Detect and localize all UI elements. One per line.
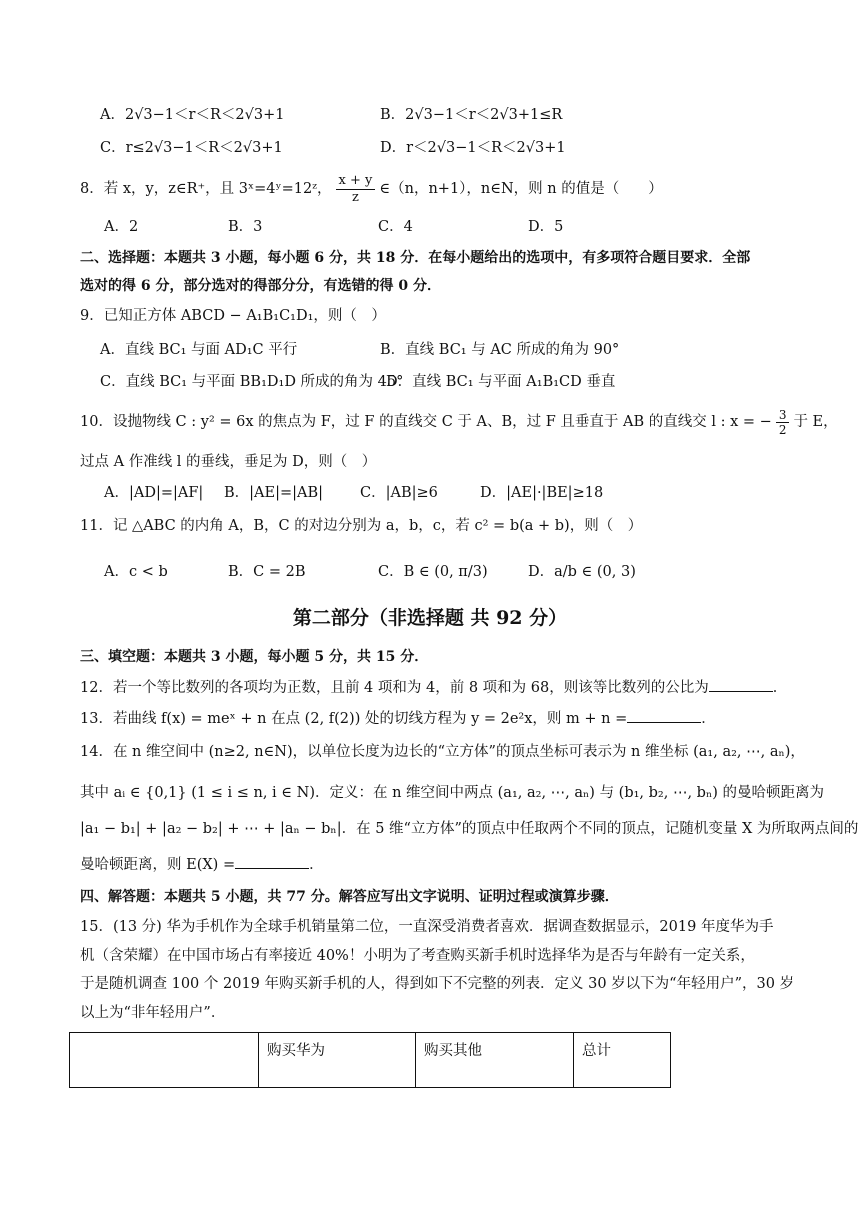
q15-line1: 15．(13 分) 华为手机作为全球手机销量第二位，一直深受消费者喜欢．据调查数据显示，2019 年度华为手 xyxy=(80,919,774,935)
q7-option-c: C．r≤2√3−1＜R＜2√3+1 xyxy=(100,140,283,156)
q8-fraction xyxy=(336,173,376,206)
table-header-row xyxy=(70,1033,671,1088)
q8-option-c: C．4 xyxy=(378,219,413,235)
q11-option-a: A．c < b xyxy=(104,564,168,580)
q13-text: 13．若曲线 f(x) = meˣ + n 在点 (2, f(2)) 处的切线方程为 y = 2e²x，则 m + n = xyxy=(80,711,628,727)
q14-end: ． xyxy=(309,857,324,873)
q15-line2: 机（含荣耀）在中国市场占有率接近 40%！小明为了考查购买新手机时选择华为是否与年龄有一定关系， xyxy=(80,948,755,964)
part-2-title: 第二部分（非选择题 共 92 分） xyxy=(292,607,568,629)
q10-stem-b: 于 E， xyxy=(793,414,838,430)
q9-stem: 9．已知正方体 ABCD − A₁B₁C₁D₁，则（ ） xyxy=(80,308,386,324)
q9-option-b: B．直线 BC₁ 与 AC 所成的角为 90° xyxy=(380,342,620,358)
q10-stem xyxy=(80,403,838,441)
table-header-cell: 购买华为 xyxy=(259,1033,416,1088)
q10-option-c: C．|AB|≥6 xyxy=(360,485,438,501)
q11-stem: 11．记 △ABC 的内角 A，B，C 的对边分别为 a，b，c，若 c² = b(a + b)，则（ ） xyxy=(80,518,643,534)
q13 xyxy=(80,708,716,728)
q12 xyxy=(80,677,787,697)
table-header-cell: 总计 xyxy=(574,1033,671,1088)
q7-option-a: A．2√3−1＜r＜R＜2√3+1 xyxy=(100,107,285,123)
q11-option-b: B．C = 2B xyxy=(228,564,306,580)
q8-frac-den: z xyxy=(352,189,359,205)
q12-answer-blank[interactable] xyxy=(709,677,773,692)
q14-line2: 其中 aᵢ ∈ {0,1} (1 ≤ i ≤ n, i ∈ N)．定义：在 n 维空间中两点 (a₁, a₂, ⋯, aₙ) 与 (b₁, b₂, ⋯, bₙ) 的曼哈顿距离为 xyxy=(80,785,824,801)
q14-line3: |a₁ − b₁| + |a₂ − b₂| + ⋯ + |aₙ − bₙ|．在 5 维“立方体”的顶点中任取两个不同的顶点，记随机变量 X 为所取两点间的 xyxy=(80,821,859,837)
q14-line4-text: 曼哈顿距离，则 E(X) = xyxy=(80,857,236,873)
q14-answer-blank[interactable] xyxy=(235,854,309,869)
survey-table xyxy=(69,1032,671,1088)
q8-option-d: D．5 xyxy=(528,219,564,235)
q10-option-d: D．|AE|·|BE|≥18 xyxy=(480,485,604,501)
q10-fraction xyxy=(776,408,790,437)
q12-end: ． xyxy=(772,680,788,696)
q8-stem xyxy=(80,170,663,208)
q7-option-b: B．2√3−1＜r＜2√3+1≤R xyxy=(380,107,563,123)
q13-end: ． xyxy=(701,711,716,727)
q9-option-c: C．直线 BC₁ 与平面 BB₁D₁D 所成的角为 45° xyxy=(100,374,404,390)
q7-option-d: D．r＜2√3−1＜R＜2√3+1 xyxy=(380,140,566,156)
table-header-cell xyxy=(70,1033,259,1088)
q10-line2: 过点 A 作准线 l 的垂线，垂足为 D，则（ ） xyxy=(80,454,377,470)
q8-option-a: A．2 xyxy=(104,219,139,235)
q8-option-b: B．3 xyxy=(228,219,263,235)
section-2-heading-line2: 选对的得 6 分，部分选对的得部分分，有选错的得 0 分． xyxy=(80,278,441,294)
q11-option-d: D．a/b ∈ (0, 3) xyxy=(528,564,636,580)
q8-frac-num: x + y xyxy=(336,173,376,190)
table-header-cell: 购买其他 xyxy=(416,1033,574,1088)
q10-frac-num: 3 xyxy=(776,408,790,423)
section-4-heading: 四、解答题：本题共 5 小题，共 77 分。解答应写出文字说明、证明过程或演算步骤． xyxy=(80,889,619,905)
q11-option-c: C．B ∈ (0, π/3) xyxy=(378,564,488,580)
q8-stem-a: 8．若 x，y，z∈R⁺，且 3ˣ=4ʸ=12ᶻ， xyxy=(80,181,332,197)
q15-line3: 于是随机调查 100 个 2019 年购买新手机的人，得到如下不完整的列表．定义 30 岁以下为“年轻用户”，30 岁 xyxy=(80,976,795,992)
q10-option-a: A．|AD|=|AF| xyxy=(104,485,204,501)
q12-text: 12．若一个等比数列的各项均为正数，且前 4 项和为 4，前 8 项和为 68，则该等比数列的公比为 xyxy=(80,680,709,696)
q9-option-a: A．直线 BC₁ 与面 AD₁C 平行 xyxy=(100,342,298,358)
q14-line4 xyxy=(80,854,324,874)
q10-option-b: B．|AE|=|AB| xyxy=(224,485,324,501)
q9-option-d: D．直线 BC₁ 与平面 A₁B₁CD 垂直 xyxy=(386,374,616,390)
q10-frac-den: 2 xyxy=(778,422,787,437)
q10-stem-a: 10．设抛物线 C : y² = 6x 的焦点为 F，过 F 的直线交 C 于 A、B，过 F 且垂直于 AB 的直线交 l : x = − xyxy=(80,414,772,430)
q13-answer-blank[interactable] xyxy=(627,708,701,723)
section-3-heading: 三、填空题：本题共 3 小题，每小题 5 分，共 15 分． xyxy=(80,649,429,665)
q15-line4: 以上为“非年轻用户”． xyxy=(80,1005,226,1021)
q14-line1: 14．在 n 维空间中 (n≥2, n∈N)，以单位长度为边长的“立方体”的顶点坐标可表示为 n 维坐标 (a₁, a₂, ⋯, aₙ)， xyxy=(80,744,805,760)
section-2-heading-line1: 二、选择题：本题共 3 小题，每小题 6 分，共 18 分．在每小题给出的选项中，有多项符合题目要求．全部 xyxy=(80,250,751,266)
q8-stem-b: ∈（n，n+1），n∈N，则 n 的值是（ ） xyxy=(379,181,663,197)
